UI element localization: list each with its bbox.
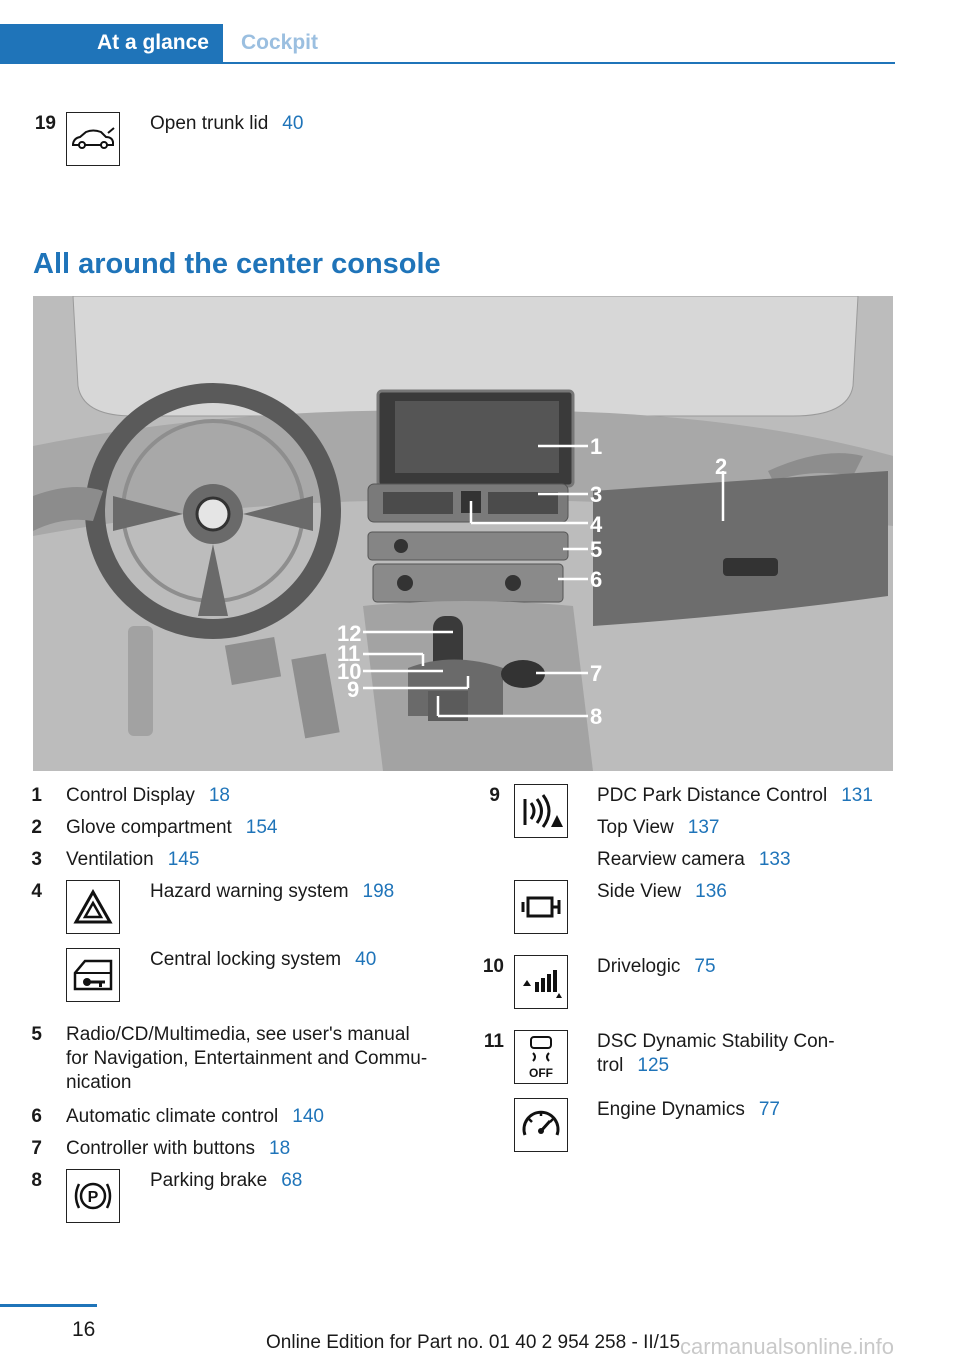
item-label: Parking brake bbox=[150, 1170, 268, 1191]
callout-11: 11 bbox=[337, 641, 361, 666]
item-number: 3 bbox=[31, 849, 42, 870]
side-view-icon bbox=[514, 880, 568, 934]
tab-cockpit[interactable]: Cockpit bbox=[241, 31, 319, 54]
central-locking-icon bbox=[66, 948, 120, 1002]
page-link[interactable]: 137 bbox=[687, 817, 720, 838]
page-link[interactable]: 77 bbox=[758, 1099, 780, 1120]
label-line: DSC Dynamic Stability Con- bbox=[597, 1031, 835, 1052]
watermark: carmanualsonline.info bbox=[680, 1334, 895, 1359]
item-label: Drivelogic bbox=[597, 956, 681, 977]
item-label: PDC Park Distance Control bbox=[597, 785, 828, 806]
callout-6: 6 bbox=[590, 567, 603, 592]
item-label: Engine Dynamics bbox=[597, 1099, 745, 1120]
page-link[interactable]: 198 bbox=[362, 881, 395, 902]
callout-12: 12 bbox=[337, 621, 362, 646]
callout-7: 7 bbox=[590, 661, 603, 686]
engine-dynamics-icon bbox=[514, 1098, 568, 1152]
item-number: 2 bbox=[31, 817, 42, 838]
item-label: Side View bbox=[597, 881, 682, 902]
callout-5: 5 bbox=[590, 537, 603, 562]
trunk-icon bbox=[66, 112, 120, 166]
page-link[interactable]: 136 bbox=[695, 881, 727, 902]
page-link[interactable]: 140 bbox=[292, 1106, 324, 1127]
section-title: All around the center console bbox=[33, 248, 441, 280]
callout-3: 3 bbox=[590, 482, 603, 507]
page-link[interactable]: 40 bbox=[282, 113, 304, 134]
page-link[interactable]: 125 bbox=[637, 1055, 670, 1076]
callout-2: 2 bbox=[715, 454, 728, 479]
svg-text:P: P bbox=[87, 1189, 99, 1206]
item-number: 10 bbox=[482, 956, 504, 977]
item-number: 9 bbox=[489, 785, 500, 806]
page-link[interactable]: 75 bbox=[694, 956, 716, 977]
edition-note: Online Edition for Part no. 01 40 2 954 258 - II/15 bbox=[266, 1332, 681, 1353]
item-label: Open trunk lid bbox=[150, 113, 269, 134]
item-label: Hazard warning system bbox=[150, 881, 349, 902]
callout-1: 1 bbox=[590, 434, 603, 459]
item-number: 8 bbox=[31, 1170, 42, 1191]
item-label: Central locking system bbox=[150, 949, 342, 970]
dsc-off-icon bbox=[514, 1030, 568, 1084]
page-link[interactable]: 68 bbox=[281, 1170, 303, 1191]
page-link[interactable]: 18 bbox=[208, 785, 230, 806]
page-link[interactable]: 18 bbox=[269, 1138, 291, 1159]
callout-10: 10 bbox=[337, 659, 362, 684]
pdc-icon bbox=[514, 784, 568, 838]
item-number: 5 bbox=[31, 1024, 42, 1045]
item-label: Ventilation bbox=[66, 849, 154, 870]
page-header bbox=[0, 24, 895, 64]
page-link[interactable]: 154 bbox=[245, 817, 278, 838]
item-number: 1 bbox=[31, 785, 42, 806]
item-number: 11 bbox=[483, 1031, 504, 1052]
item-label-multiline bbox=[597, 1030, 835, 1078]
tab-at-a-glance[interactable]: At a glance bbox=[0, 24, 223, 62]
hazard-icon bbox=[66, 880, 120, 934]
label-line: nication bbox=[66, 1072, 132, 1093]
page-link[interactable]: 145 bbox=[167, 849, 200, 870]
label-line: trol bbox=[597, 1055, 624, 1076]
label-line: for Navigation, Entertainment and Commu- bbox=[66, 1048, 428, 1069]
item-number: 4 bbox=[31, 881, 42, 902]
item-label-multiline bbox=[66, 1023, 456, 1095]
page-link[interactable]: 40 bbox=[355, 949, 377, 970]
footer-rule bbox=[0, 1304, 97, 1307]
dsc-off-text: OFF bbox=[529, 1066, 553, 1080]
drivelogic-icon bbox=[514, 955, 568, 1009]
item-number: 19 bbox=[34, 113, 56, 134]
page-link[interactable]: 131 bbox=[841, 785, 873, 806]
center-console-illustration bbox=[33, 296, 893, 771]
item-label: Top View bbox=[597, 817, 674, 838]
page-number: 16 bbox=[72, 1318, 96, 1341]
callout-4: 4 bbox=[590, 512, 603, 537]
item-label: Control Display bbox=[66, 785, 195, 806]
item-number: 7 bbox=[31, 1138, 42, 1159]
page-link[interactable]: 133 bbox=[758, 849, 791, 870]
callout-9: 9 bbox=[347, 677, 360, 702]
parking-brake-icon bbox=[66, 1169, 120, 1223]
callout-8: 8 bbox=[590, 704, 603, 729]
item-label: Rearview camera bbox=[597, 849, 745, 870]
item-number: 6 bbox=[31, 1106, 42, 1127]
item-label: Glove compartment bbox=[66, 817, 232, 838]
label-line: Radio/CD/Multimedia, see user's manual bbox=[66, 1024, 410, 1045]
item-label: Automatic climate control bbox=[66, 1106, 279, 1127]
item-label: Controller with buttons bbox=[66, 1138, 256, 1159]
